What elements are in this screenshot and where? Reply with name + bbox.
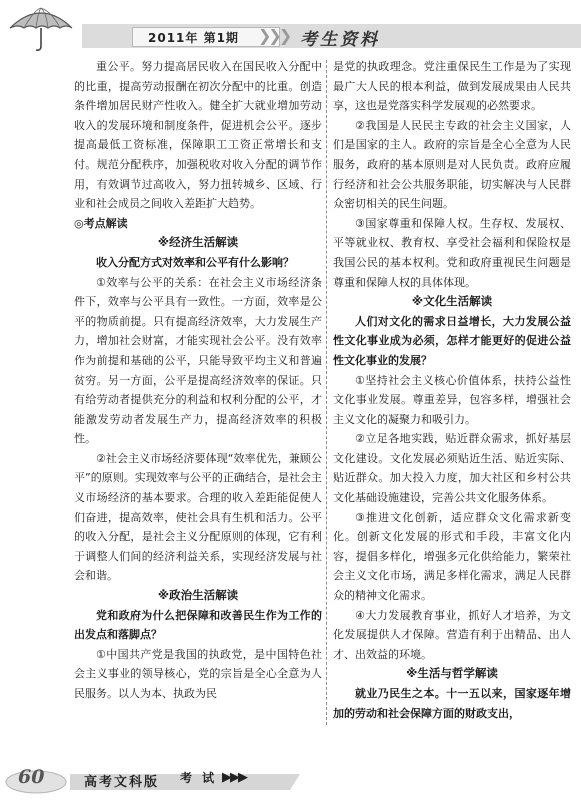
- politics-heading: ※政治生活解读: [157, 588, 239, 603]
- culture-point-1: ①坚持社会主义核心价值体系，扶持公益性文化事业发展。尊重差异，包容多样，增强社会主义文化的凝聚力和吸引力。: [333, 373, 571, 426]
- culture-heading: ※文化生活解读: [411, 294, 493, 309]
- philosophy-lead: 就业乃民生之本。十一五以来，国家逐年增加的劳动和社会保障方面的财政支出，: [333, 687, 571, 720]
- politics-question: 党和政府为什么把保障和改善民生作为工作的出发点和落脚点？: [74, 608, 322, 642]
- culture-point-2: ②立足各地实践，贴近群众需求，抓好基层文化建设。文化发展必须贴近生活、贴近实际、贴近群众。加大投入力度，加大社区和乡村公共文化基础设施建设，完善公共文化服务体系。: [333, 432, 571, 505]
- magazine-name-tail: 考 试: [180, 771, 218, 785]
- umbrella-logo-icon: [6, 4, 76, 52]
- intro-paragraph: 重公平。努力提高居民收入在国民收入分配中的比重，提高劳动报酬在初次分配中的比重。创造条件增加居民财产性收入。健全扩大就业增加劳动收入的发展环境和制度条件，促进机会公平。逐步提高最低工资标准，保障职工工资正常增长和支付。规范分配秩序，加强税收对收入分配的调节作用，有效调节过高收入，努力扭转城乡、区域、行业和社会成员之间收入差距扩大趋势。: [74, 60, 322, 211]
- page-header: [0, 0, 581, 52]
- politics-point-2: ②我国是人民民主专政的社会主义国家，人们是国家的主人。政府的宗旨是全心全意为人民服务，政府的基本原则是对人民负责。政府应履行经济和社会公共服务职能，切实解决与人民群众密切相关的民生问题。: [333, 118, 571, 211]
- economics-heading: ※经济生活解读: [157, 235, 239, 250]
- culture-point-4: ④大力发展教育事业，抓好人才培养，为文化发展提供人才保障。营造有利于出精品、出人才、出效益的环境。: [333, 608, 571, 661]
- chevron-decoration-icon: ❯❯❯: [258, 26, 290, 45]
- magazine-name: 高考文科版: [84, 775, 160, 790]
- economics-question: 收入分配方式对效率和公平有什么影响？: [96, 255, 294, 269]
- politics-point-1-continued: 是党的执政理念。党注重保民生工作是为了实现最广大人民的根本利益，做到发展成果由人民共享，这也是党落实科学发展观的必然要求。: [333, 60, 571, 113]
- economics-point-1: ①效率与公平的关系：在社会主义市场经济条件下，效率与公平具有一致性。一方面，效率是公平的物质前提。只有提高经济效率，大力发展生产力，增加社会财富，才能实现社会公平。没有效率作为前提和基础的公平，只能导致平均主义和普遍贫穷。另一方面，公平是提高经济效率的保证。只有给劳动者提供充分的利益和权利分配的公平，才能激发劳动者发展生产力，提高经济效率的积极性。: [74, 275, 322, 446]
- culture-point-3: ③推进文化创新，适应群众文化需求新变化。创新文化发展的形式和手段，丰富文化内容，提倡多样化，增强多元化供给能力，繁荣社会主义文化市场，满足多样化需求，满足人民群众的精神文化需求。: [333, 510, 571, 603]
- economics-point-2: ②社会主义市场经济要体现“效率优先，兼顾公平”的原则。实现效率与公平的正确结合，是社会主义市场经济的基本要求。合理的收入差距能促使人们奋进，提高效率，使社会具有生机和活力。公平的收入分配，是社会主义分配原则的体现，它有利于调整人们间的经济利益关系，实现经济发展与社会和谐。: [74, 451, 322, 583]
- left-column: [74, 57, 322, 704]
- culture-question: 人们对文化的需求日益增长，大力发展公益性文化事业成为必须，怎样才能更好的促进公益性文化事业的发展？: [333, 314, 571, 367]
- politics-point-1: ①中国共产党是我国的执政党，是中国特色社会主义事业的领导核心，党的宗旨是全心全意为人民服务。以人为本、执政为民: [74, 647, 322, 700]
- page-number: 60: [18, 766, 45, 788]
- section-label: ◎考点解读: [74, 216, 128, 230]
- column-divider: [326, 60, 327, 725]
- politics-point-3: ③国家尊重和保障人权。生存权、发展权、平等就业权、教育权、享受社会福利和保险权是我国公民的基本权利。党和政府重视民生问题是尊重和保障人权的具体体现。: [333, 216, 571, 289]
- right-column: [333, 57, 571, 723]
- philosophy-heading: ※生活与哲学解读: [406, 666, 498, 681]
- arrow-decoration-icon: ▶▶▶: [222, 770, 246, 785]
- column-title: 考生资料: [300, 30, 380, 50]
- issue-label: 2011年 第1期: [148, 31, 239, 45]
